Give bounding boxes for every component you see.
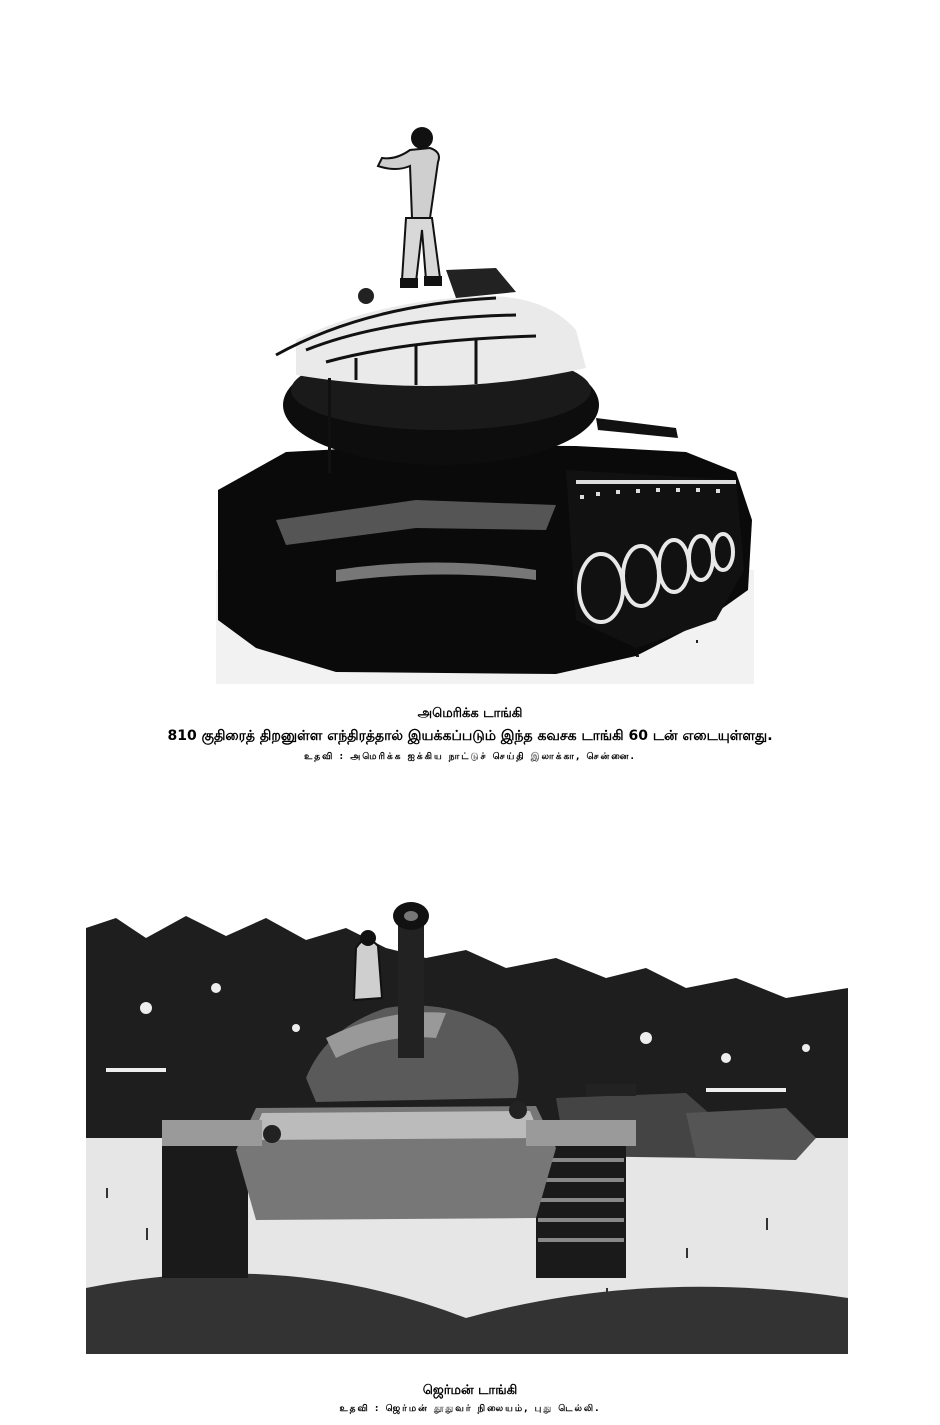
figure-1-description: 810 குதிரைத் திறனுள்ள எந்திரத்தால் இயக்கப்படும் இந்த கவசக டாங்கி 60 டன் எடையுள்ளது. (167, 728, 773, 744)
figure-1-title: அமெரிக்க டாங்கி (417, 706, 523, 721)
figure-2-title: ஜெர்மன் டாங்கி (422, 1383, 518, 1398)
american-tank-photo (216, 100, 754, 684)
figure-1-credit: உதவி : அமெரிக்க ஐக்கிய நாட்டுச் செய்தி இலாக்கா, சென்னை. (304, 752, 636, 762)
figure-2-credit: உதவி : ஜெர்மன் தூதுவர் நிலையம், புது டெல்லி. (339, 1404, 601, 1414)
german-tank-photo (86, 888, 848, 1354)
